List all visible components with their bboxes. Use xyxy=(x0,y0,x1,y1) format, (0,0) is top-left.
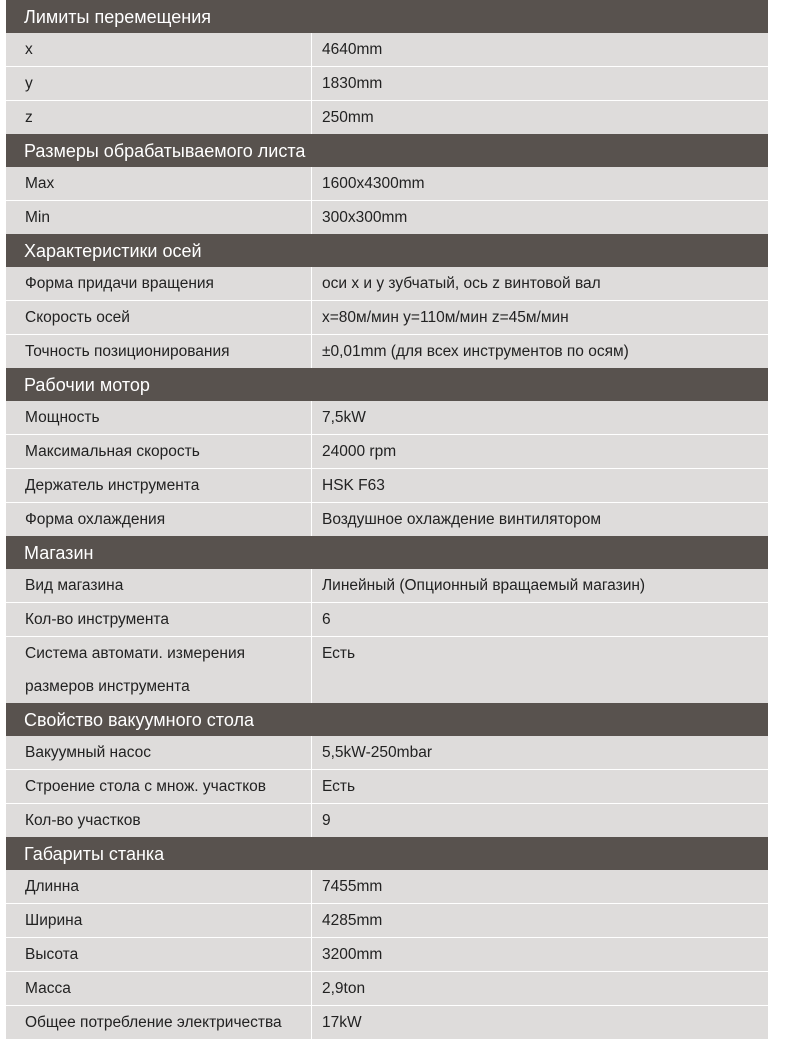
spec-section xyxy=(6,368,768,536)
spec-label: y xyxy=(6,67,312,100)
spec-row xyxy=(6,66,768,100)
spec-row xyxy=(6,870,768,903)
spec-value: x=80м/мин y=110м/мин z=45м/мин xyxy=(322,309,569,326)
spec-value: 2,9ton xyxy=(322,980,366,997)
section-header: Габариты станка xyxy=(6,837,768,870)
spec-label: x xyxy=(6,33,312,66)
spec-value: 24000 rpm xyxy=(322,443,397,460)
spec-value: Есть xyxy=(322,778,356,795)
spec-section xyxy=(6,0,768,134)
spec-row xyxy=(6,468,768,502)
spec-label: Система автомати. измерения размеров инструмента xyxy=(6,637,312,703)
spec-label: Вид магазина xyxy=(6,569,312,602)
spec-section xyxy=(6,536,768,703)
section-header: Характеристики осей xyxy=(6,234,768,267)
spec-label: Высота xyxy=(6,938,312,971)
spec-value: 3200mm xyxy=(322,946,383,963)
spec-row xyxy=(6,1005,768,1039)
spec-row xyxy=(6,401,768,434)
spec-row xyxy=(6,736,768,769)
spec-value: 7,5kW xyxy=(322,409,366,426)
spec-label: Кол-во участков xyxy=(6,804,312,837)
spec-row xyxy=(6,769,768,803)
spec-section xyxy=(6,134,768,234)
spec-label: Форма придачи вращения xyxy=(6,267,312,300)
spec-label: Держатель инструмента xyxy=(6,469,312,502)
spec-label: Min xyxy=(6,201,312,234)
spec-label: Длинна xyxy=(6,870,312,903)
spec-label: Мощность xyxy=(6,401,312,434)
spec-section xyxy=(6,837,768,1039)
spec-value: 300x300mm xyxy=(322,209,408,226)
spec-row xyxy=(6,167,768,200)
spec-value: 9 xyxy=(322,812,331,829)
spec-value: Линейный (Опционный вращаемый магазин) xyxy=(322,577,646,594)
spec-value: 5,5kW-250mbar xyxy=(322,744,432,761)
spec-label: z xyxy=(6,101,312,134)
spec-row xyxy=(6,803,768,837)
section-header: Размеры обрабатываемого листа xyxy=(6,134,768,167)
spec-value: Есть xyxy=(322,645,356,662)
spec-row xyxy=(6,636,768,703)
section-header: Магазин xyxy=(6,536,768,569)
spec-value: 1830mm xyxy=(322,75,383,92)
spec-value: Воздушное охлаждение винтилятором xyxy=(322,511,602,528)
spec-label: Ширина xyxy=(6,904,312,937)
spec-row xyxy=(6,903,768,937)
spec-value: 1600x4300mm xyxy=(322,175,425,192)
spec-value: HSK F63 xyxy=(322,477,385,494)
spec-label: Max xyxy=(6,167,312,200)
spec-label: Вакуумный насос xyxy=(6,736,312,769)
spec-value: 250mm xyxy=(322,109,374,126)
spec-row xyxy=(6,267,768,300)
spec-row xyxy=(6,971,768,1005)
section-header: Рабочии мотор xyxy=(6,368,768,401)
spec-row xyxy=(6,200,768,234)
spec-row xyxy=(6,434,768,468)
spec-row xyxy=(6,602,768,636)
spec-row xyxy=(6,937,768,971)
spec-label: Кол-во инструмента xyxy=(6,603,312,636)
spec-row xyxy=(6,300,768,334)
spec-row xyxy=(6,100,768,134)
section-header: Свойство вакуумного стола xyxy=(6,703,768,736)
spec-label: Точность позиционирования xyxy=(6,335,312,368)
spec-row xyxy=(6,334,768,368)
spec-label: Строение стола с множ. участков xyxy=(6,770,312,803)
spec-label: Максимальная скорость xyxy=(6,435,312,468)
section-header: Лимиты перемещения xyxy=(6,0,768,33)
spec-value: ±0,01mm (для всех инструментов по осям) xyxy=(322,343,629,360)
spec-value: 17kW xyxy=(322,1014,362,1031)
spec-value: 4285mm xyxy=(322,912,383,929)
spec-label: Общее потребление электричества xyxy=(6,1006,312,1039)
spec-label: Форма охлаждения xyxy=(6,503,312,536)
spec-value: оси x и y зубчатый, ось z винтовой вал xyxy=(322,275,601,292)
spec-label: Скорость осей xyxy=(6,301,312,334)
spec-row xyxy=(6,33,768,66)
spec-value: 7455mm xyxy=(322,878,383,895)
spec-row xyxy=(6,569,768,602)
spec-row xyxy=(6,502,768,536)
spec-section xyxy=(6,234,768,368)
spec-value: 6 xyxy=(322,611,331,628)
spec-section xyxy=(6,703,768,837)
spec-label: Масса xyxy=(6,972,312,1005)
spec-table xyxy=(6,0,768,1039)
spec-value: 4640mm xyxy=(322,41,383,58)
